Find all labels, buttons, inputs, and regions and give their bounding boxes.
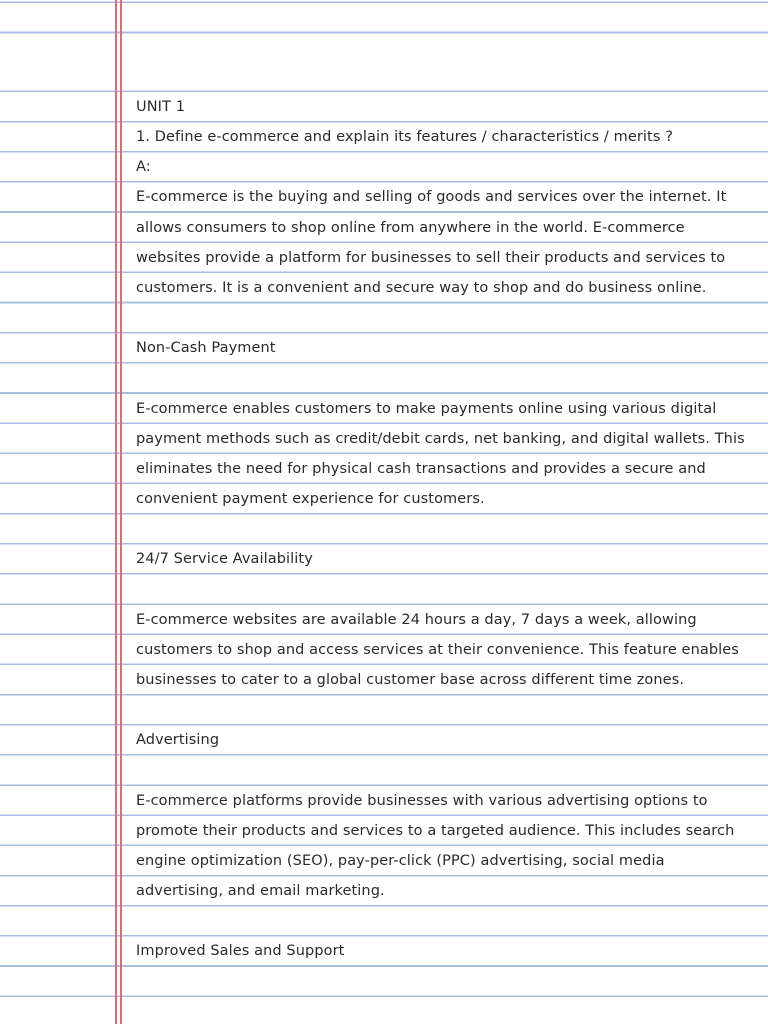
paragraph-line: E-commerce websites are available 24 hours a day, 7 days a week, allowing: [136, 611, 697, 628]
blank-line: [136, 906, 756, 936]
answer-label: A:: [136, 159, 151, 176]
question-line: 1. Define e-commerce and explain its features / characteristics / merits ?: [136, 129, 674, 146]
unit-heading: UNIT 1: [136, 99, 186, 115]
section-heading: Non-Cash Payment: [136, 340, 276, 357]
paragraph-line: allows consumers to shop online from anywhere in the world. E-commerce: [136, 219, 685, 236]
paragraph-line: promote their products and services to a targeted audience. This includes search: [136, 822, 735, 839]
paragraph-line: customers to shop and access services at their convenience. This feature enables: [136, 641, 739, 658]
blank-line: [136, 695, 756, 725]
blank-line: [136, 514, 756, 544]
blank-line: [136, 755, 756, 785]
blank-line: [136, 575, 756, 605]
paragraph-line: engine optimization (SEO), pay-per-click (PPC) advertising, social media: [136, 852, 665, 869]
section-heading: 24/7 Service Availability: [136, 551, 313, 568]
notes-text: [136, 92, 756, 967]
paragraph-line: businesses to cater to a global customer base across different time zones.: [136, 671, 685, 688]
paragraph-line: websites provide a platform for businesses to sell their products and services to: [136, 249, 726, 266]
paragraph-line: E-commerce is the buying and selling of goods and services over the internet. It: [136, 189, 727, 206]
section-heading: Improved Sales and Support: [136, 943, 345, 960]
section-heading: Advertising: [136, 732, 220, 749]
paragraph-line: convenient payment experience for customers.: [136, 491, 485, 508]
paragraph-line: E-commerce enables customers to make payments online using various digital: [136, 400, 717, 417]
paragraph-line: eliminates the need for physical cash transactions and provides a secure and: [136, 460, 706, 477]
margin-line-left: [115, 0, 117, 1024]
paragraph-line: advertising, and email marketing.: [136, 883, 385, 900]
paragraph-line: E-commerce platforms provide businesses with various advertising options to: [136, 792, 708, 809]
margin-line-right: [120, 0, 122, 1024]
blank-line: [136, 363, 756, 393]
paragraph-line: payment methods such as credit/debit cards, net banking, and digital wallets. This: [136, 430, 745, 447]
paragraph-line: customers. It is a convenient and secure way to shop and do business online.: [136, 279, 707, 296]
blank-line: [136, 303, 756, 333]
